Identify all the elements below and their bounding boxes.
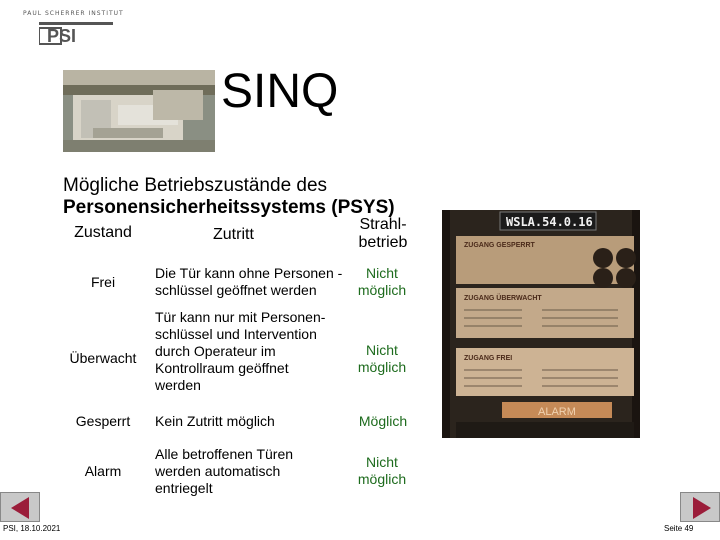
row-1-strahlbetrieb: Nicht möglich xyxy=(357,265,407,298)
svg-text:ZUGANG FREI: ZUGANG FREI xyxy=(464,355,513,362)
sinq-building-photo xyxy=(63,70,215,152)
row-4-zustand: Alarm xyxy=(84,463,122,479)
access-control-panel-photo xyxy=(442,210,640,438)
row-2-zustand: Überwacht xyxy=(69,350,137,366)
row-4-zutritt: Alle betroffenen Türen werden automatisch entriegelt xyxy=(155,446,294,496)
next-slide-button[interactable] xyxy=(680,492,720,522)
row-4-strahlbetrieb: Nicht möglich xyxy=(357,454,407,487)
row-1-zutritt: Die Tür kann ohne Personen -schlüssel geöffnet werden xyxy=(155,265,343,298)
page-title: SINQ xyxy=(221,65,339,118)
row-3-strahlbetrieb: Möglich xyxy=(358,413,408,429)
row-3-zutritt: Kein Zutritt möglich xyxy=(155,413,275,429)
slide-subtitle xyxy=(63,175,395,219)
row-1-zustand: Frei xyxy=(90,274,116,290)
svg-text:PSI: PSI xyxy=(47,26,77,46)
svg-text:WSLA.54.0.16: WSLA.54.0.16 xyxy=(506,215,593,229)
subtitle-line-2: Personensicherheitssystems (PSYS) xyxy=(63,197,395,218)
logo-institute-text: PAUL SCHERRER INSTITUT xyxy=(23,10,124,17)
row-2-strahlbetrieb: Nicht möglich xyxy=(357,342,407,375)
psi-logo-mark xyxy=(39,20,113,46)
svg-text:ZUGANG GESPERRT: ZUGANG GESPERRT xyxy=(464,242,535,249)
psi-logo xyxy=(23,10,124,46)
svg-text:ALARM: ALARM xyxy=(538,406,576,418)
header-zutritt: Zutritt xyxy=(213,226,254,243)
row-3-zustand: Gesperrt xyxy=(75,413,131,429)
header-zustand: Zustand xyxy=(74,224,132,241)
previous-slide-button[interactable] xyxy=(0,492,40,522)
subtitle-line-1: Mögliche Betriebszustände des xyxy=(63,175,328,196)
svg-text:ZUGANG ÜBERWACHT: ZUGANG ÜBERWACHT xyxy=(464,295,542,302)
arrow-left-icon xyxy=(1,493,41,523)
row-2-zutritt: Tür kann nur mit Personen-schlüssel und Intervention durch Operateur im Kontrollraum geöffnet werden xyxy=(155,309,326,393)
header-strahlbetrieb: Strahl- betrieb xyxy=(358,216,408,251)
arrow-right-icon xyxy=(681,493,720,523)
footer-page-number: Seite 49 xyxy=(664,524,694,533)
footer-date: PSI, 18.10.2021 xyxy=(3,524,61,533)
